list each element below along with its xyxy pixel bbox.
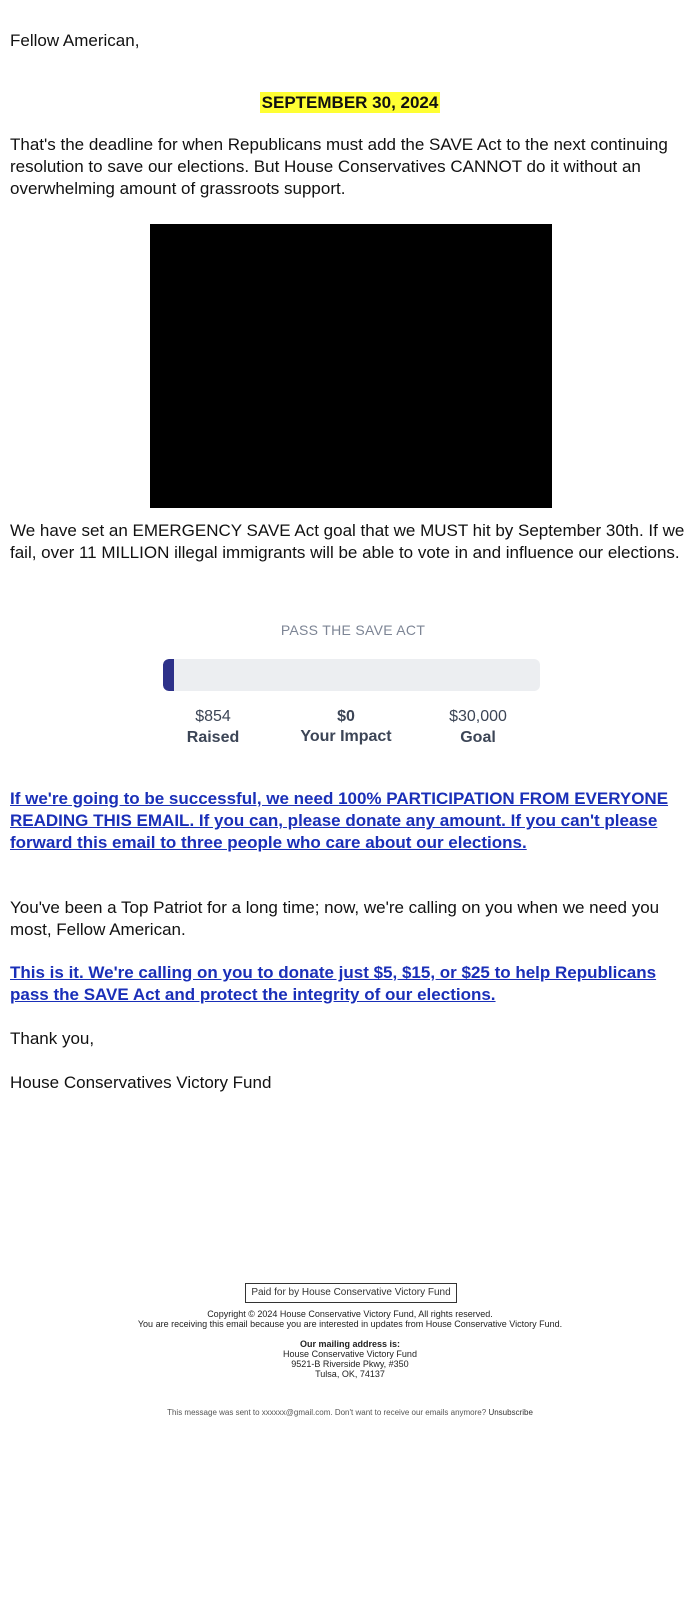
deadline-highlight: SEPTEMBER 30, 2024 (261, 93, 439, 112)
donation-progress-widget (163, 622, 543, 762)
unsubscribe-link[interactable]: Unsubscribe (488, 1408, 533, 1417)
goal-value: $30,000 (449, 708, 507, 725)
footer-address-line1: 9521-B Riverside Pkwy, #350 (291, 1359, 409, 1369)
raised-label: Raised (186, 729, 240, 746)
video-embed[interactable] (150, 224, 552, 508)
progress-bar-fill (163, 659, 174, 691)
impact-label: Your Impact (300, 728, 392, 745)
participation-donate-link[interactable]: If we're going to be successful, we need 100% PARTICIPATION FROM EVERYONE READING THIS EMAIL. If you can, please donate any amount. If you can't please forward this email to three people who care about our elections. (10, 789, 669, 852)
footer-sent-to (0, 1408, 700, 1418)
greeting: Fellow American, (10, 31, 140, 50)
goal-label: Goal (460, 729, 496, 746)
donate-paragraph (10, 962, 690, 1006)
footer-address-name: House Conservative Victory Fund (283, 1349, 417, 1359)
impact-stat (286, 707, 406, 747)
goal-paragraph: We have set an EMERGENCY SAVE Act goal that we MUST hit by September 30th. If we fail, over 11 MILLION illegal immigrants will be able to vote in and influence our elections. (10, 521, 685, 562)
signature: House Conservatives Victory Fund (10, 1073, 272, 1092)
thanks: Thank you, (10, 1029, 95, 1048)
footer-receiving: You are receiving this email because you are interested in updates from House Conservative Victory Fund. (137, 1319, 563, 1329)
impact-value: $0 (337, 708, 355, 725)
raised-stat (153, 707, 273, 749)
intro-paragraph: That's the deadline for when Republicans must add the SAVE Act to the next continuing resolution to save our elections. But House Conservatives CANNOT do it without an overwhelming amount of grassroots support. (10, 135, 668, 198)
donate-amount-link[interactable]: This is it. We're calling on you to donate just $5, $15, or $25 to help Republicans pass the SAVE Act and protect the integrity of our elections. (10, 963, 657, 1004)
goal-stat (418, 707, 538, 749)
footer-copyright: Copyright © 2024 House Conservative Victory Fund, All rights reserved. (207, 1309, 493, 1319)
progress-bar (163, 659, 540, 691)
participation-paragraph (10, 788, 690, 854)
sent-to-text: This message was sent to xxxxxx@gmail.com. Don't want to receive our emails anymore? (167, 1408, 487, 1417)
footer-address-line2: Tulsa, OK, 74137 (315, 1369, 385, 1379)
deadline-line (10, 92, 690, 114)
footer-mailing-heading: Our mailing address is: (299, 1339, 401, 1349)
paid-for-box: Paid for by House Conservative Victory Fund (245, 1283, 457, 1303)
top-patriot-paragraph: You've been a Top Patriot for a long time; now, we're calling on you when we need you most, Fellow American. (10, 898, 660, 939)
progress-title: PASS THE SAVE ACT (280, 622, 426, 638)
raised-value: $854 (195, 708, 231, 725)
